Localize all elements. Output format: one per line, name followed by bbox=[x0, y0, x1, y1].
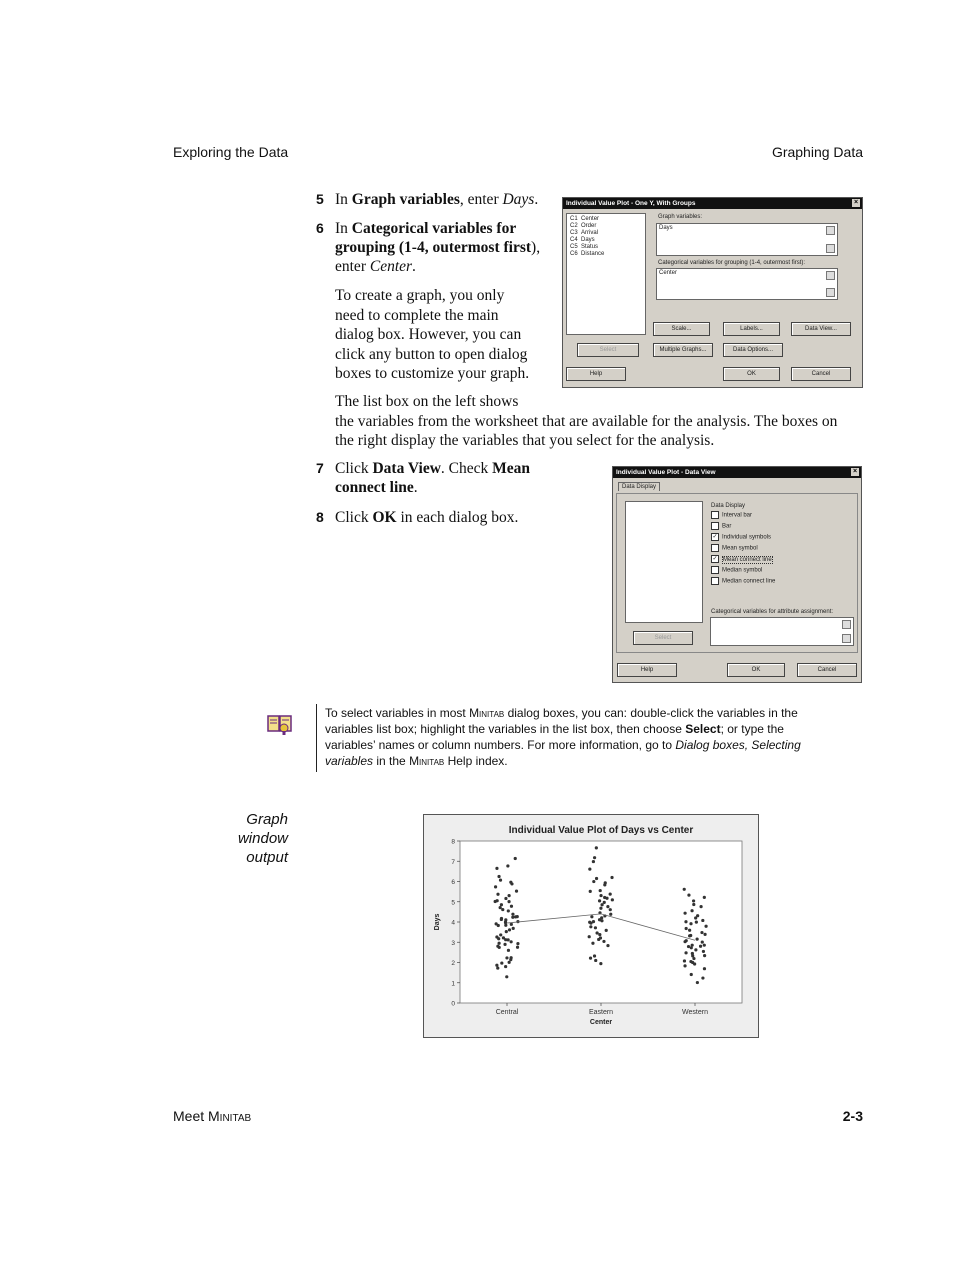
data-point bbox=[515, 890, 518, 893]
list-item[interactable]: C3 Arrival bbox=[570, 230, 599, 236]
graph-variables-field[interactable]: Days bbox=[656, 223, 838, 256]
data-point bbox=[508, 928, 511, 931]
data-point bbox=[611, 898, 614, 901]
data-point bbox=[497, 942, 500, 945]
data-point bbox=[684, 951, 687, 954]
cancel-button[interactable]: Cancel bbox=[797, 663, 857, 677]
data-point bbox=[594, 926, 597, 929]
data-point bbox=[589, 925, 592, 928]
data-point bbox=[599, 894, 602, 897]
data-point bbox=[516, 915, 519, 918]
data-point bbox=[685, 927, 688, 930]
x-tick-label: Central bbox=[495, 1009, 519, 1016]
scroll-down-icon[interactable] bbox=[826, 288, 835, 297]
data-point bbox=[683, 959, 686, 962]
data-point bbox=[590, 915, 593, 918]
data-point bbox=[599, 962, 602, 965]
data-point bbox=[685, 939, 688, 942]
data-point bbox=[687, 945, 690, 948]
data-point bbox=[687, 894, 690, 897]
median-connect-line-checkbox[interactable]: Median connect line bbox=[711, 577, 775, 585]
variables-list-box[interactable] bbox=[566, 213, 646, 335]
data-point bbox=[699, 905, 702, 908]
data-point bbox=[589, 890, 592, 893]
data-point bbox=[690, 909, 693, 912]
y-axis-label: Days bbox=[434, 913, 441, 931]
select-button[interactable]: Select bbox=[577, 343, 639, 357]
data-point bbox=[701, 940, 704, 943]
data-point bbox=[592, 920, 595, 923]
data-point bbox=[606, 944, 609, 947]
data-point bbox=[507, 949, 510, 952]
data-point bbox=[689, 960, 692, 963]
data-point bbox=[683, 888, 686, 891]
body-paragraph-list-box: The list box on the left shows the variables from the worksheet that are available for the analysis. The boxes on the right display the variables that you select for the analysis. bbox=[335, 393, 838, 449]
side-caption: Graph window output bbox=[237, 811, 288, 866]
data-point bbox=[593, 954, 596, 957]
data-point bbox=[690, 973, 693, 976]
y-tick-label: 7 bbox=[451, 858, 455, 866]
data-point bbox=[599, 889, 602, 892]
tab-data-display[interactable]: Data Display bbox=[618, 482, 660, 491]
list-item[interactable]: C1 Center bbox=[570, 216, 600, 222]
data-point bbox=[598, 933, 601, 936]
data-point bbox=[495, 964, 498, 967]
data-point bbox=[595, 846, 598, 849]
graph-window bbox=[423, 814, 759, 1038]
individual-value-plot bbox=[424, 815, 758, 1037]
data-point bbox=[504, 921, 507, 924]
data-point bbox=[609, 908, 612, 911]
data-point bbox=[514, 857, 517, 860]
data-point bbox=[596, 931, 599, 934]
scroll-up-icon[interactable] bbox=[842, 620, 851, 629]
chart-title: Individual Value Plot of Days vs Center bbox=[508, 825, 694, 836]
data-point bbox=[507, 900, 510, 903]
y-tick-label: 5 bbox=[451, 899, 455, 907]
data-point bbox=[505, 956, 508, 959]
y-tick-label: 0 bbox=[451, 1000, 455, 1008]
data-point bbox=[699, 945, 702, 948]
data-point bbox=[595, 877, 598, 880]
running-header-right: Graphing Data bbox=[771, 144, 863, 160]
data-point bbox=[701, 919, 704, 922]
data-point bbox=[604, 881, 607, 884]
data-point bbox=[704, 925, 707, 928]
data-point bbox=[694, 948, 697, 951]
dialog-data-view bbox=[612, 466, 862, 683]
data-point bbox=[500, 903, 503, 906]
data-point bbox=[496, 966, 499, 969]
data-view-button[interactable]: Data View... bbox=[791, 322, 851, 336]
mean-connect-line-checkbox[interactable]: ✓ Mean connect line bbox=[712, 556, 772, 563]
data-point bbox=[696, 914, 699, 917]
data-point bbox=[500, 917, 503, 920]
list-item[interactable]: C6 Distance bbox=[570, 251, 605, 257]
data-point bbox=[600, 903, 603, 906]
data-point bbox=[600, 916, 603, 919]
labels-button[interactable]: Labels... bbox=[723, 322, 780, 336]
categorical-attribute-field[interactable] bbox=[710, 617, 854, 646]
data-point bbox=[503, 943, 506, 946]
data-point bbox=[592, 880, 595, 883]
data-point bbox=[703, 944, 706, 947]
step-6: 6 In Categorical variables for grouping (1-4, outermost first), enter Center. bbox=[316, 220, 541, 275]
data-point bbox=[692, 899, 695, 902]
data-point bbox=[496, 893, 499, 896]
data-point bbox=[509, 881, 512, 884]
data-point bbox=[689, 922, 692, 925]
data-point bbox=[606, 905, 609, 908]
page-number: 2-3 bbox=[842, 1108, 863, 1124]
data-point bbox=[504, 918, 507, 921]
data-point bbox=[500, 961, 503, 964]
data-point bbox=[599, 907, 602, 910]
data-point bbox=[695, 921, 698, 924]
interval-bar-checkbox[interactable]: Interval bar bbox=[711, 511, 752, 519]
categorical-variables-label: Categorical variables for grouping (1-4, outermost first): bbox=[658, 260, 806, 266]
data-point bbox=[602, 940, 605, 943]
mean-symbol-checkbox[interactable]: Mean symbol bbox=[711, 544, 758, 552]
graph-variables-label: Graph variables: bbox=[658, 214, 703, 220]
data-point bbox=[689, 934, 692, 937]
data-point bbox=[504, 897, 507, 900]
categorical-attribute-label: Categorical variables for attribute assignment: bbox=[711, 609, 834, 615]
scroll-down-icon[interactable] bbox=[826, 244, 835, 253]
data-point bbox=[508, 961, 511, 964]
data-point bbox=[683, 964, 686, 967]
x-axis-label: Center bbox=[589, 1019, 613, 1026]
data-point bbox=[702, 950, 705, 953]
data-point bbox=[700, 931, 703, 934]
data-point bbox=[588, 921, 591, 924]
y-tick-label: 8 bbox=[451, 838, 455, 846]
data-point bbox=[609, 892, 612, 895]
data-point bbox=[703, 954, 706, 957]
data-point bbox=[688, 929, 691, 932]
help-button[interactable]: Help bbox=[617, 663, 677, 677]
y-tick-label: 6 bbox=[451, 879, 455, 886]
step-5: 5 In Graph variables, enter Days. bbox=[316, 191, 539, 208]
data-point bbox=[684, 920, 687, 923]
data-point bbox=[603, 901, 606, 904]
close-icon[interactable]: × bbox=[853, 199, 859, 206]
data-point bbox=[703, 896, 706, 899]
select-button[interactable]: Select bbox=[633, 631, 693, 645]
data-point bbox=[591, 942, 594, 945]
data-point bbox=[495, 867, 498, 870]
data-point bbox=[605, 929, 608, 932]
data-point bbox=[507, 938, 510, 941]
list-item[interactable]: C4 Days bbox=[570, 237, 595, 243]
data-point bbox=[703, 933, 706, 936]
data-options-button[interactable]: Data Options... bbox=[723, 343, 783, 357]
data-point bbox=[510, 923, 513, 926]
ok-button[interactable]: OK bbox=[723, 367, 780, 381]
y-tick-label: 4 bbox=[451, 919, 455, 927]
data-point bbox=[502, 936, 505, 939]
scroll-up-icon[interactable] bbox=[826, 271, 835, 280]
data-point bbox=[696, 981, 699, 984]
close-icon[interactable]: × bbox=[852, 468, 858, 475]
data-point bbox=[510, 956, 513, 959]
data-point bbox=[511, 913, 514, 916]
list-item[interactable]: C2 Order bbox=[570, 223, 597, 229]
data-point bbox=[609, 913, 612, 916]
data-point bbox=[495, 922, 498, 925]
help-button[interactable]: Help bbox=[566, 367, 626, 381]
book-tip-icon bbox=[267, 713, 293, 737]
dialog-title-bar: Individual Value Plot - One Y, With Groups × bbox=[563, 198, 862, 209]
data-point bbox=[505, 930, 508, 933]
data-point bbox=[510, 940, 513, 943]
data-point bbox=[605, 897, 608, 900]
y-tick-label: 3 bbox=[451, 939, 455, 947]
dialog-title-bar: Individual Value Plot - Data View × bbox=[613, 467, 861, 478]
data-point bbox=[610, 876, 613, 879]
data-point bbox=[499, 906, 502, 909]
list-item[interactable]: C5 Status bbox=[570, 244, 599, 250]
data-point bbox=[593, 856, 596, 859]
data-point bbox=[510, 905, 513, 908]
data-display-group-label: Data Display bbox=[711, 503, 746, 509]
data-point bbox=[589, 957, 592, 960]
scale-button[interactable]: Scale... bbox=[653, 322, 710, 336]
data-point bbox=[588, 868, 591, 871]
y-tick-label: 2 bbox=[451, 960, 455, 967]
individual-symbols-checkbox[interactable]: ✓ Individual symbols bbox=[712, 534, 772, 541]
step-7: 7 Click Data View. Check Mean connect line. bbox=[316, 460, 531, 496]
multiple-graphs-button[interactable]: Multiple Graphs... bbox=[653, 343, 713, 357]
note-rule bbox=[316, 704, 317, 772]
data-point bbox=[496, 899, 499, 902]
x-tick-label: Eastern bbox=[588, 1009, 614, 1016]
footer-left: Meet Minitab bbox=[173, 1108, 252, 1124]
data-point bbox=[505, 975, 508, 978]
data-point bbox=[516, 942, 519, 945]
data-point bbox=[516, 946, 519, 949]
step-8: 8 Click OK in each dialog box. bbox=[316, 509, 519, 526]
data-point bbox=[494, 885, 497, 888]
data-point bbox=[598, 899, 601, 902]
data-point bbox=[701, 976, 704, 979]
data-point bbox=[499, 933, 502, 936]
data-point bbox=[507, 909, 510, 912]
categorical-variables-field[interactable]: Center bbox=[656, 268, 838, 300]
body-paragraph-create-graph: To create a graph, you only need to complete the main dialog box. However, you can click any button to open dialog boxes to customize your graph. bbox=[335, 287, 530, 382]
data-point bbox=[506, 864, 509, 867]
bar-checkbox[interactable]: Bar bbox=[711, 522, 731, 530]
data-point bbox=[696, 938, 699, 941]
data-point bbox=[499, 879, 502, 882]
data-point bbox=[495, 935, 498, 938]
data-point bbox=[703, 967, 706, 970]
data-point bbox=[512, 927, 515, 930]
dialog-individual-value-plot bbox=[562, 197, 863, 388]
data-point bbox=[592, 860, 595, 863]
y-tick-label: 1 bbox=[451, 980, 455, 988]
data-point bbox=[692, 903, 695, 906]
data-point bbox=[511, 916, 514, 919]
data-point bbox=[497, 875, 500, 878]
data-point bbox=[501, 908, 504, 911]
data-point bbox=[507, 894, 510, 897]
data-point bbox=[691, 952, 694, 955]
x-tick-label: Western bbox=[682, 1009, 708, 1016]
data-point bbox=[600, 919, 603, 922]
data-point bbox=[599, 936, 602, 939]
data-point bbox=[691, 944, 694, 947]
data-point bbox=[504, 965, 507, 968]
scroll-down-icon[interactable] bbox=[842, 634, 851, 643]
variables-list-box[interactable] bbox=[625, 501, 703, 623]
scroll-up-icon[interactable] bbox=[826, 226, 835, 235]
median-symbol-checkbox[interactable]: Median symbol bbox=[711, 566, 762, 574]
data-point bbox=[588, 935, 591, 938]
tip-note: To select variables in most Minitab dialog boxes, you can: double-click the variables in the variables list box; highlight the variables in the list box, then choose Select; or type the variables’ names or column numbers. For more information, go to Dialog boxes, Selecting variables in the Minitab Help index. bbox=[325, 706, 801, 768]
data-point bbox=[496, 945, 499, 948]
running-header-left: Exploring the Data bbox=[173, 144, 289, 160]
data-point bbox=[594, 959, 597, 962]
ok-button[interactable]: OK bbox=[727, 663, 785, 677]
data-point bbox=[683, 912, 686, 915]
cancel-button[interactable]: Cancel bbox=[791, 367, 851, 381]
